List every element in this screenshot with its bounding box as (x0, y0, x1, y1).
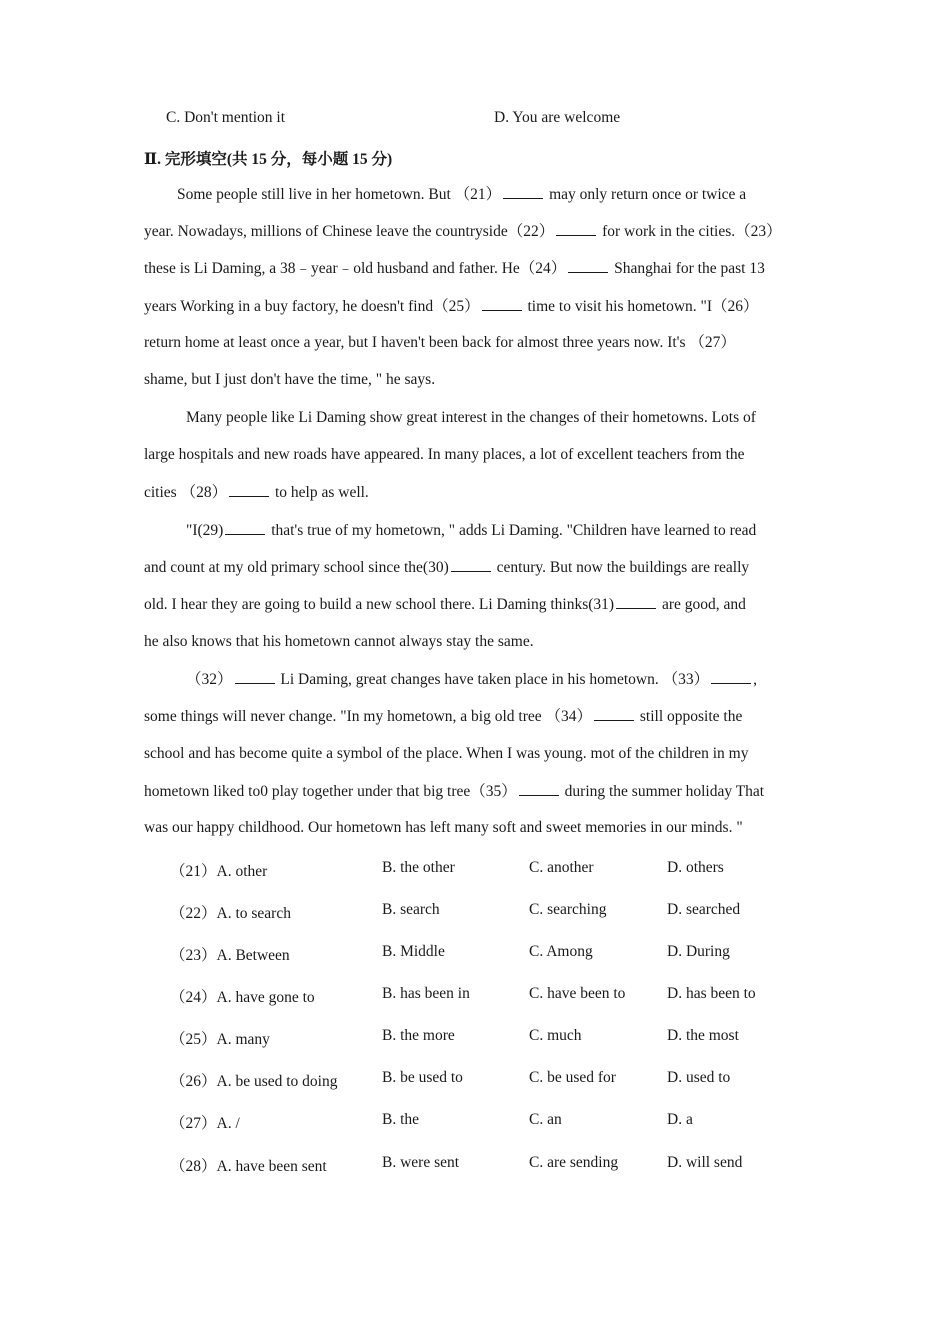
option-a: （22）A. to search (170, 905, 291, 922)
passage-line: and count at my old primary school since the(30) century. But now the buildings are really (144, 559, 750, 576)
option-b: B. the (382, 1111, 420, 1128)
option-a: （27）A. / (170, 1115, 240, 1132)
blank-31 (616, 594, 656, 609)
option-d: D. a (667, 1111, 693, 1128)
option-b: B. search (382, 901, 440, 918)
passage-line: Many people like Li Daming show great interest in the changes of their hometowns. Lots of (186, 409, 756, 426)
option-c: C. Among (529, 943, 593, 960)
blank-34 (594, 706, 634, 721)
option-c: C. an (529, 1111, 562, 1128)
question-22-options (170, 901, 850, 921)
blank-33 (711, 669, 751, 684)
option-d: D. searched (667, 901, 741, 918)
option-a: （28）A. have been sent (170, 1158, 327, 1175)
option-a: （24）A. have gone to (170, 989, 315, 1006)
blank-28 (229, 482, 269, 497)
blank-35 (519, 781, 559, 796)
passage-line: Some people still live in her hometown. But （21） may only return once or twice a (177, 186, 747, 203)
passage-line: some things will never change. "In my hometown, a big old tree （34） still opposite the (144, 708, 743, 725)
passage-line: "I(29) that's true of my hometown, " adds Li Daming. "Children have learned to read (186, 522, 757, 539)
passage-line: he also knows that his hometown cannot always stay the same. (144, 633, 534, 650)
option-b: B. Middle (382, 943, 445, 960)
passage-line: shame, but I just don't have the time, " he says. (144, 371, 436, 388)
option-d: D. During (667, 943, 730, 960)
option-c: C. another (529, 859, 594, 876)
blank-21 (503, 184, 543, 199)
question-27-options (170, 1111, 850, 1131)
passage-line: cities （28） to help as well. (144, 484, 369, 501)
blank-22 (556, 221, 596, 236)
question-28-options (170, 1154, 850, 1174)
passage-line: hometown liked to0 play together under that big tree（35） during the summer holiday That (144, 783, 765, 800)
blank-29 (225, 520, 265, 535)
option-c: C. be used for (529, 1069, 616, 1086)
passage-line: （32） Li Daming, great changes have taken place in his hometown. （33） , (186, 671, 757, 688)
passage-line: school and has become quite a symbol of the place. When I was young. mot of the children in my (144, 745, 749, 762)
question-26-options (170, 1069, 850, 1089)
blank-30 (451, 557, 491, 572)
option-a: （23）A. Between (170, 947, 290, 964)
option-c: C. searching (529, 901, 607, 918)
passage-line: old. I hear they are going to build a new school there. Li Daming thinks(31) are good, and (144, 596, 746, 613)
passage-line: these is Li Daming, a 38﹣year﹣old husband and father. He（24） Shanghai for the past 13 (144, 260, 765, 277)
blank-25 (482, 296, 522, 311)
option-b: B. were sent (382, 1154, 460, 1171)
prev-option-d: D. You are welcome (494, 109, 621, 126)
option-a: （21）A. other (170, 863, 268, 880)
option-c: C. have been to (529, 985, 626, 1002)
option-a: （25）A. many (170, 1031, 270, 1048)
option-d: D. the most (667, 1027, 739, 1044)
option-b: B. the more (382, 1027, 455, 1044)
question-24-options (170, 985, 850, 1005)
passage-line: year. Nowadays, millions of Chinese leave the countryside（22） for work in the cities.（23） (144, 223, 782, 240)
section-heading: Ⅱ. 完形填空(共 15 分，每小题 15 分) (144, 151, 393, 168)
option-d: D. has been to (667, 985, 756, 1002)
option-c: C. much (529, 1027, 582, 1044)
option-d: D. used to (667, 1069, 731, 1086)
question-25-options (170, 1027, 850, 1047)
option-d: D. others (667, 859, 724, 876)
option-b: B. be used to (382, 1069, 463, 1086)
option-b: B. has been in (382, 985, 470, 1002)
option-a: （26）A. be used to doing (170, 1073, 338, 1090)
blank-32 (235, 669, 275, 684)
passage-line: large hospitals and new roads have appeared. In many places, a lot of excellent teachers from the (144, 446, 745, 463)
blank-24 (568, 258, 608, 273)
passage-line: years Working in a buy factory, he doesn't find（25） time to visit his hometown. "I（26） (144, 298, 759, 315)
passage-line: was our happy childhood. Our hometown has left many soft and sweet memories in our minds. " (144, 819, 743, 836)
option-d: D. will send (667, 1154, 743, 1171)
passage-line: return home at least once a year, but I haven't been back for almost three years now. It's （27） (144, 334, 736, 351)
question-23-options (170, 943, 850, 963)
option-b: B. the other (382, 859, 455, 876)
question-21-options (170, 859, 850, 879)
prev-option-c: C. Don't mention it (166, 109, 286, 126)
option-c: C. are sending (529, 1154, 619, 1171)
